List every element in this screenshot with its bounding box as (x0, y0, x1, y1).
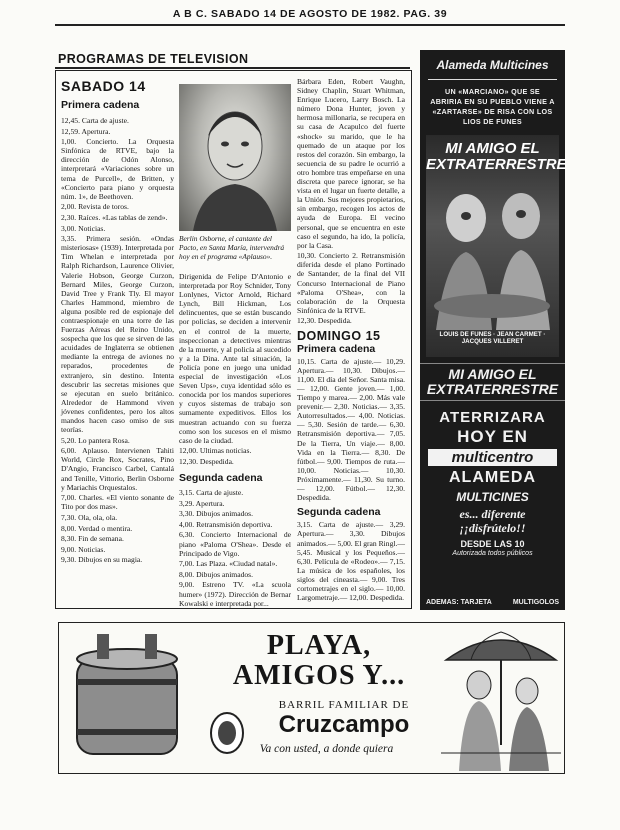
ad-footer (426, 599, 559, 606)
day-heading-sunday: DOMINGO 15 (297, 328, 381, 343)
ad-headline-line-1: PLAYA, (266, 630, 372, 661)
ad-barril-label: BARRIL FAMILIAR DE (278, 699, 410, 711)
program-entry: 1,00. Concierto. La Orquesta Sinfónica de RTVE, bajo la dirección de Odón Alonso, interpretará «Variaciones sobre un tema de Purcell», de Britten, y «Concierto para piano y orquesta núm. 1», de Beethoven. (61, 137, 174, 201)
program-entry: 4,00. Retransmisión deportiva. (179, 519, 273, 529)
page-header: A B C. SABADO 14 DE AGOSTO DE 1982. PAG. 39 (172, 8, 448, 20)
ad-hoy-en: HOY EN (457, 427, 528, 446)
ad-tagline: UN «MARCIANO» QUE SE ABRIRIA EN SU PUEBLO VIENE A «ZARTARSE» DE RISA CON LOS LIOS DE FUNES (430, 87, 555, 126)
program-entry: 3,30. Dibujos animados. (179, 509, 254, 519)
column-2 (179, 272, 291, 609)
ad-brand: Cruzcampo (278, 711, 410, 738)
movie-poster (426, 135, 567, 357)
program-entry: Dirigenida de Felipe D'Antonio e interpretada por Roy Schnider, Tony Lonlynes, Victor Arnold, Richard Lynch, Bill Hickman, Los delincuentes, que se están buscando por policías, se deciden a intervenir en el control de la muerte, inspeccionan a detectives mientras de la muerte, y al policía al sucedido y a la Dina. Ante tal situación, la Policía pone en juego una unidad especial de investigación «Los Seven Ups», cuya identidad sólo es conocida por los mandos superiores y cuyos sistemas de trabajo son sumamente expeditivos. Ellos los muestran actuando con su fuerza como son los sucesos en el mismo caso de la ciudad. (179, 272, 291, 445)
program-entry: 8,00. Dibujos animados. (179, 569, 254, 579)
header-rule (55, 24, 565, 26)
program-entry: 2,00. Revista de toros. (61, 202, 129, 212)
program-entry: 9,30. Dibujos en su magia. (61, 555, 143, 565)
program-entry: 3,00. Noticias. (61, 223, 106, 233)
beer-barrel-illustration (69, 629, 189, 769)
photo-caption: Berlin Osborne, el cantante del Pacto, en Santa María, intervendrá hoy en el programa «Aplauso». (179, 234, 285, 261)
ad-multicentro: multicentro (428, 449, 557, 466)
program-entry: 12,45. Carta de ajuste. (61, 116, 129, 125)
section-title: PROGRAMAS DE TELEVISION (58, 52, 249, 66)
cinema-ad (420, 50, 565, 610)
beer-ad (58, 622, 565, 774)
program-entry: 3,35. Primera sesión. «Ondas misteriosas» (1939). Interpretada por Tim Whelan e interpretada por Ralph Richardson, Laurence Olivier, Valerie Hobson, George Curzon, Bernard Miles, George Curzon, David Tree y Frank Tly. El mayor Charles Hammond, miembro de alguna posible red de espionaje del contraespionaje en una torre de las Fuerzas Aéreas del Reino Unido, sospecha que los que se sirven de las acuidades de Inglaterra se obtienen mediante la entrega de aviones no reparados, procedentes de extranjero, sin destino. Intenta descubrir las secretas misiones que se ejecutan en suelo británico. Alrededor de Hammond viven jóvenes confidentes, pero los altos mandos hacen caso omiso de sus teorías. (61, 234, 174, 435)
movie-title: MI AMIGO EL EXTRATERRESTRE (426, 140, 567, 173)
beach-scene-illustration (441, 625, 561, 771)
channel-heading: Primera cadena (61, 99, 140, 111)
ad-footer-right: MULTIGOLOS (512, 599, 559, 606)
program-entry: 3,15. Carta de ajuste. (179, 488, 244, 498)
program-entry: 8,30. Fin de semana. (61, 534, 124, 544)
program-list (61, 116, 174, 564)
program-entry: Bárbara Eden, Robert Vaughn, Sidney Chaplin, Stuart Whitman, Enrique Lucero, Larry Bosch. La número Dona Hunter, joven y hermosa millonaria, se recupera en su casa de Acapulco del fuerte «shock» su marido, que le ha quemado de un ataque por los restos del corazón. Sin embargo, la secuencia de su padre le ocurrió a otro hombre tras empeñarse en una discreta que parece ignorar, se ha vista en el lugar un fuerte detalle, a la Unión. Sus mejores propietarios, sin embargo, recogen los actos de ayuda de Europa. El vecino personal, que se encuentra en este caso el segundo, ha ido, la policía, por la Casa. (297, 77, 405, 250)
program-entry: 7,00. Charles. «El viento sonante de Tito por dos mas». (61, 493, 174, 512)
program-entry: 6,30. Concierto Internacional de piano «Paloma O'Shea». Desde el Principado de Vigo. (179, 530, 291, 558)
program-entry: 2,30. Raíces. «Las tablas de zend». (61, 212, 168, 222)
ad-autorizada: Autorizada todos públicos (452, 550, 533, 557)
channel-heading: Primera cadena (297, 342, 376, 355)
performer-photo (179, 84, 291, 231)
ad-multicines: MULTICINES (456, 490, 529, 504)
poster-illustration (426, 180, 559, 330)
channel-heading: Segunda cadena (297, 506, 381, 519)
program-entry: 12,59. Apertura. (61, 126, 111, 136)
program-entry: 8,00. Verdad o mentira. (61, 523, 133, 533)
ad-aterrizara: ATERRIZARA (439, 409, 546, 426)
program-entry: 9,00. Noticias. (61, 544, 106, 554)
program-entry: 7,00. Las Plaza. «Ciudad natal». (179, 559, 278, 569)
program-entry: 3,29. Apertura. (179, 498, 225, 508)
channel-heading: Segunda cadena (179, 471, 263, 484)
program-entry: 12,00. Ultimas noticias. (179, 446, 252, 456)
day-heading-saturday: SABADO 14 (61, 78, 146, 94)
movie-title-2: MI AMIGO EL EXTRATERRESTRE (420, 363, 565, 401)
column-1 (61, 78, 174, 566)
program-entry: 10,30. Concierto 2. Retransmisión diferida desde el plano Portinado de Santander, de la final del VII Concurso Internacional de Piano «Paloma O'Shea», con la colaboración de la Orquesta Sinfónica de la RTVE. (297, 251, 405, 315)
program-entry: 7,30. Ola, ola, ola. (61, 512, 118, 522)
ad-slogan: es... diferente ¡¡disfrútelo!! (459, 507, 526, 535)
ad-desde: DESDE LAS 10 (460, 539, 525, 549)
ad-cinema-name: Alameda Multicines (436, 58, 549, 72)
program-entry: 10,15. Carta de ajuste.— 10,29. Apertura.— 10,30. Dibujos.— 11,00. El día del Señor. Santa misa.— 12,00. Gente joven.— 1,00. Tiempo y marea.— 2,00. Más vale prevenir.— 2,30. Noticias.— 3,35. Autorresultados.— 4,00. Noticias.— 5,30. Sesión de tarde.— 6,30. Retransmisión deportiva.— 7,05. De la Tierra, Un viaje.— 8,00. Vida en la Tierra.— 8,30. De fútbol.— 9,00. Tiempos de ruta.— 10,00. Noticias.— 10,30. Próximamente.— 11,30. Su turno.— 12,00. Fútbol.— 12,30. Despedida. (297, 356, 405, 503)
ad-alameda: ALAMEDA (449, 469, 536, 486)
program-entry: 6,00. Aplauso. Intervienen Tahiti World, Circle Rox, Socrates, Pino D'Angio, Francisco Carbel, Cantalá and Tenille, Vittorio, Berlin Osborne y Mariachis Orquestalos. (61, 446, 174, 492)
ad-footer-left: ADEMAS: TARJETA (426, 599, 492, 606)
program-entry: 3,15. Carta de ajuste.— 3,29. Apertura.— 3,30. Dibujos animados.— 5,00. El gran Ringl.— 5,45. Musical y los Pequeños.— 6,30. Película de «Rodeo».— 7,15. La música de los españoles, los siglos del cineasta.— 9,00. Tres cortometrajes en el siglo.— 10,00. Largometraje.— 12,00. Despedida. (297, 520, 405, 603)
ad-headline-line-2: AMIGOS Y... (232, 660, 406, 691)
program-entry: 12,30. Despedida. (179, 456, 234, 466)
section-rule (55, 67, 410, 69)
column-3 (297, 77, 405, 604)
program-entry: 12,30. Despedida. (297, 316, 352, 326)
ad-headline (199, 631, 439, 691)
movie-cast: LOUIS DE FUNES · JEAN CARMET · JACQUES VILLERET (439, 331, 546, 345)
ad-slogan-beer: Va con usted, a donde quiera (259, 743, 394, 755)
program-entry: 5,20. Lo pantera Rosa. (61, 435, 130, 445)
program-entry: 9,00. Estreno TV. «La scuola humer» (1972). Dirección de Bernar Kowalski e interpretada por... (179, 580, 291, 608)
portrait-illustration (179, 84, 291, 231)
